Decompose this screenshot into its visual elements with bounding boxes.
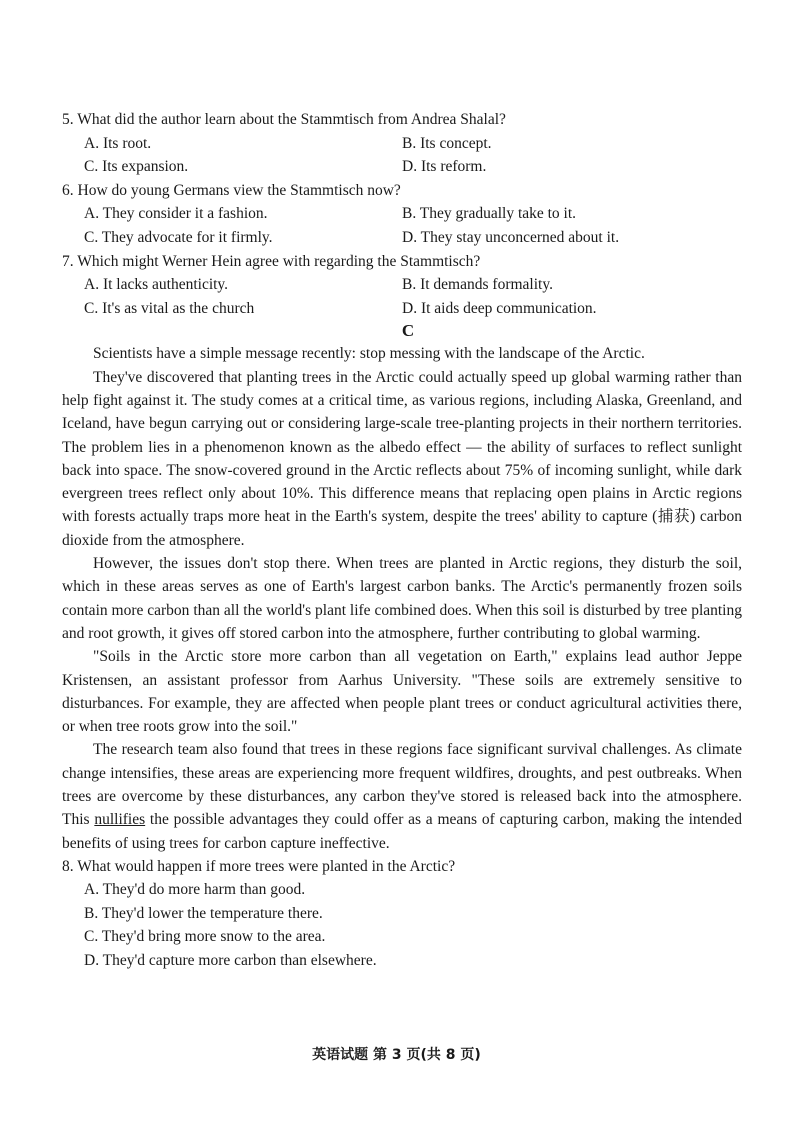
question-8-option-b: B. They'd lower the temperature there. [84,904,323,922]
question-5-option-a: A. Its root. [84,134,152,152]
question-7-options-row-1 [62,273,742,297]
question-6-option-a: A. They consider it a fashion. [84,205,268,223]
passage-paragraph-5-after: the possible advantages they could offer as a means of capturing carbon, making the intended benefits of using trees for carbon capture ineffective. [62,811,742,852]
question-7-option-b: B. It demands formality. [402,276,553,294]
question-8-option-a: A. They'd do more harm than good. [84,881,306,899]
question-6-stem: 6. How do young Germans view the Stammtisch now? [62,181,401,199]
question-7-option-d: D. It aids deep communication. [402,299,597,317]
question-5-stem: 5. What did the author learn about the Stammtisch from Andrea Shalal? [62,111,506,128]
exam-page [62,108,742,972]
question-7-option-a: A. It lacks authenticity. [84,276,229,294]
question-5-option-d: D. Its reform. [402,158,487,176]
question-6-option-c: C. They advocate for it firmly. [84,228,273,246]
question-8-option-d: D. They'd capture more carbon than elsewhere. [84,951,377,969]
question-7-stem: 7. Which might Werner Hein agree with regarding the Stammtisch? [62,252,481,270]
question-7-option-c: C. It's as vital as the church [84,299,255,317]
question-5-options-row-2 [62,155,742,179]
passage-paragraph-5-before: The research team also found that trees in these regions face significant survival challenges. As climate change intensifies, these areas are experiencing more frequent wildfires, droughts, and pest outbreaks. When trees are overcome by these disturbances, any carbon they've stored is released back into the atmosphere. This [62,741,742,829]
question-6-options-row-1 [62,202,742,226]
underlined-word-nullifies: nullifies [94,811,146,829]
passage [62,342,742,855]
page-footer: 英语试题 第 3 页(共 8 页) [312,1047,481,1063]
question-5-options-row-1 [62,132,742,156]
passage-paragraph-1: Scientists have a simple message recently: stop messing with the landscape of the Arctic. [93,345,645,363]
question-5-option-c: C. Its expansion. [84,158,189,176]
passage-paragraph-3: However, the issues don't stop there. When trees are planted in Arctic regions, they disturb the soil, which in these areas serves as one of Earth's largest carbon banks. The Arctic's permanently frozen soils contain more carbon than all the world's plant life combined does. When this soil is disturbed by tree planting and root growth, it gives off stored carbon into the atmosphere, further contributing to global warming. [62,555,742,642]
passage-paragraph-2: They've discovered that planting trees in the Arctic could actually speed up global warming rather than help fight against it. The study comes at a critical time, as various regions, including Alaska, Greenland, and Iceland, have begun carrying out or considering large-scale tree-planting projects in their northern territories. The problem lies in a phenomenon known as the albedo effect — the ability of surfaces to reflect sunlight back into space. The snow-covered ground in the Arctic reflects about 75% of incoming sunlight, while dark evergreen trees reflect only about 10%. This difference means that replacing open plains in Arctic regions with forests actually traps more heat in the Earth's system, despite the trees' ability to capture (捕获) carbon dioxide from the atmosphere. [62,368,742,549]
passage-paragraph-4: "Soils in the Arctic store more carbon than all vegetation on Earth," explains lead author Jeppe Kristensen, an assistant professor from Aarhus University. "These soils are extremely sensitive to disturbances. For example, they are affected when people plant trees or conduct agricultural activities there, or when tree roots grow into the soil." [62,648,742,736]
question-6-options-row-2 [62,226,742,250]
question-7-options-row-2 [62,297,742,321]
question-8-stem: 8. What would happen if more trees were planted in the Arctic? [62,857,456,875]
section-letter: C [401,321,415,341]
passage-paragraph-5 [62,738,742,854]
question-5-option-b: B. Its concept. [402,134,492,152]
question-6-option-b: B. They gradually take to it. [402,205,577,223]
question-8-option-c: C. They'd bring more snow to the area. [84,928,326,946]
question-6-option-d: D. They stay unconcerned about it. [402,228,620,246]
